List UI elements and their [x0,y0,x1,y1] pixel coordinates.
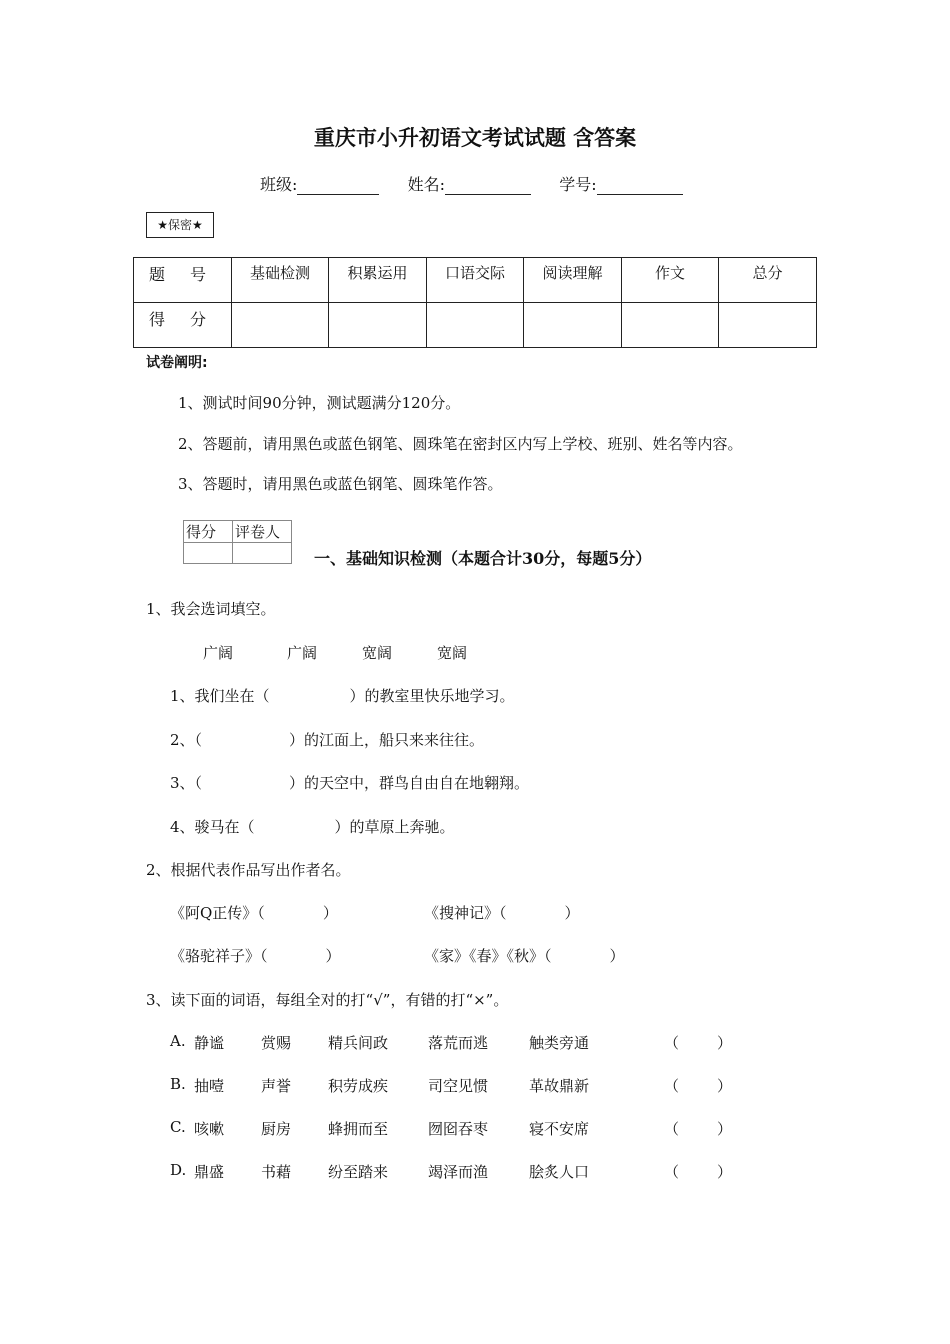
score-col-header: 作文 [622,258,719,303]
answer-paren-close: ） [717,1077,733,1095]
paren-close: ） [325,947,341,965]
secret-badge: ★保密★ [146,212,214,238]
work-title: 《骆驼祥子》（ [170,947,268,965]
grader-table [183,520,292,564]
score-cell[interactable] [427,303,524,348]
notes-title: 试卷阐明: [146,355,208,371]
author-item [170,945,341,966]
section-title: 一、基础知识检测（本题合计30分，每题5分） [314,549,652,568]
score-col-header: 基础检测 [232,258,329,303]
option-word: 革故鼎新 [529,1077,590,1095]
answer-paren-close: ） [717,1120,733,1138]
name-label: 姓名: [407,175,445,194]
fill-blank-pre: 4、骏马在（ [170,818,255,836]
word-choice: 宽阔 [362,644,393,662]
note-item: 3、答题时，请用黑色或蓝色钢笔、圆珠笔作答。 [178,475,503,493]
option-word: 静谧 [194,1034,225,1052]
option-word: 积劳成疾 [328,1077,389,1095]
score-cell[interactable] [232,303,329,348]
fill-blank-post: ）的江面上，船只来来往往。 [289,731,485,749]
fill-blank-post: ）的教室里快乐地学习。 [349,687,515,705]
grader-name-label: 评卷人 [233,521,292,543]
option-word: 脍炙人口 [529,1163,590,1181]
score-cell[interactable] [622,303,719,348]
option-letter: B. [170,1075,186,1093]
option-word: 司空见惯 [428,1077,489,1095]
option-word: 落荒而逃 [428,1034,489,1052]
answer-paren-open[interactable]: （ [664,1163,680,1181]
grader-score-label: 得分 [184,521,233,543]
score-col-header: 积累运用 [329,258,427,303]
work-title: 《家》《春》《秋》（ [424,947,552,965]
option-word: 精兵间政 [328,1034,389,1052]
answer-paren-open[interactable]: （ [664,1034,680,1052]
score-col-header: 口语交际 [427,258,524,303]
fill-blank-post: ）的天空中，群鸟自由自在地翱翔。 [289,774,530,792]
word-choice: 广阔 [287,644,318,662]
question-prompt: 3、读下面的词语，每组全对的打“√”，有错的打“×”。 [146,991,509,1009]
option-word: 厨房 [261,1120,292,1138]
paren-close: ） [564,904,580,922]
option-letter: D. [170,1161,187,1179]
fill-blank-item [170,685,515,706]
option-word: 竭泽而渔 [428,1163,489,1181]
option-word: 赏赐 [261,1034,292,1052]
question-prompt: 1、我会选词填空。 [146,600,276,618]
option-word: 抽噎 [194,1077,225,1095]
option-word: 蜂拥而至 [328,1120,389,1138]
id-field[interactable] [597,178,683,195]
option-word: 纷至踏来 [328,1163,389,1181]
answer-paren-close: ） [717,1163,733,1181]
paren-close: ） [322,904,338,922]
score-table [133,257,817,348]
score-row-label: 得 分 [134,303,232,348]
fill-blank-pre: 2、（ [170,731,203,749]
paren-close: ） [609,947,625,965]
answer-paren-close: ） [717,1034,733,1052]
fill-blank-item [170,816,455,837]
option-word: 声誉 [261,1077,292,1095]
work-title: 《阿Q正传》（ [170,904,265,922]
grader-name-cell[interactable] [233,543,292,564]
author-item [424,945,625,966]
work-title: 《搜神记》（ [424,904,507,922]
option-letter: A. [170,1032,186,1050]
option-word: 书藉 [261,1163,292,1181]
name-field[interactable] [445,178,531,195]
score-cell[interactable] [719,303,817,348]
class-label: 班级: [260,175,298,194]
answer-paren-open[interactable]: （ [664,1120,680,1138]
score-col-header: 题 号 [134,258,232,303]
grader-score-cell[interactable] [184,543,233,564]
score-col-header: 阅读理解 [524,258,622,303]
author-item [424,902,580,923]
class-field[interactable] [297,178,379,195]
option-word: 鼎盛 [194,1163,225,1181]
word-choice: 广阔 [203,644,234,662]
option-letter: C. [170,1118,186,1136]
fill-blank-item [170,772,529,793]
note-item: 1、测试时间90分钟，测试题满分120分。 [178,394,461,412]
score-col-header: 总分 [719,258,817,303]
question-prompt: 2、根据代表作品写出作者名。 [146,861,351,879]
fill-blank-pre: 3、（ [170,774,203,792]
page-title: 重庆市小升初语文考试试题 含答案 [313,125,637,150]
student-info [260,172,683,195]
note-item: 2、答题前，请用黑色或蓝色钢笔、圆珠笔在密封区内写上学校、班别、姓名等内容。 [178,435,743,453]
option-word: 触类旁通 [529,1034,590,1052]
answer-paren-open[interactable]: （ [664,1077,680,1095]
fill-blank-post: ）的草原上奔驰。 [334,818,455,836]
option-word: 寝不安席 [529,1120,590,1138]
fill-blank-item [170,729,484,750]
option-word: 囫囵吞枣 [428,1120,489,1138]
fill-blank-pre: 1、我们坐在（ [170,687,270,705]
option-word: 咳嗽 [194,1120,225,1138]
score-cell[interactable] [524,303,622,348]
id-label: 学号: [559,175,597,194]
score-cell[interactable] [329,303,427,348]
author-item [170,902,338,923]
word-choice: 宽阔 [437,644,468,662]
